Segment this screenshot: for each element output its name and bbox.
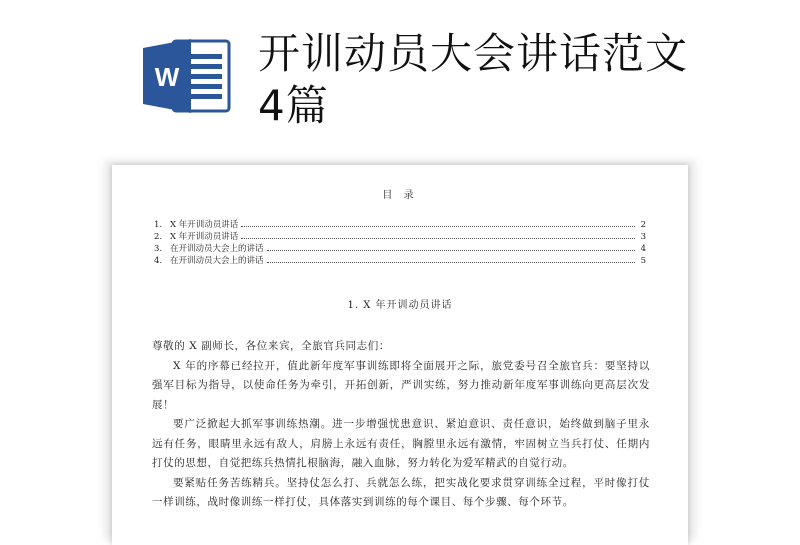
toc-dot-leader bbox=[267, 250, 635, 251]
table-of-contents bbox=[154, 219, 646, 267]
body-paragraph: 要广泛掀起大抓军事训练热潮。进一步增强忧患意识、紧迫意识、责任意识，始终做到脑子里永远有任务，眼睛里永远有敌人，肩膀上永远有责任，胸膛里永远有激情，牢固树立当兵打仗、任期内打仗的思想，自觉把练兵热情扎根脑海，融入血脉，努力转化为爱军精武的自觉行动。 bbox=[152, 418, 650, 469]
toc-dot-leader bbox=[241, 238, 635, 239]
section-title: 1. X 年开训动员讲话 bbox=[347, 300, 453, 311]
toc-item-label: X 年开训动员讲话 bbox=[170, 232, 239, 242]
toc-item-number: 2. bbox=[154, 232, 163, 242]
toc-item-label: 在开训动员大会上的讲话 bbox=[170, 244, 264, 254]
salutation: 尊敬的 X 副师长，各位来宾，全旅官兵同志们： bbox=[152, 340, 390, 352]
document-page bbox=[112, 165, 688, 545]
toc-item-page: 5 bbox=[640, 256, 646, 266]
speech-body bbox=[152, 337, 650, 513]
header-banner bbox=[0, 0, 800, 160]
toc-item[interactable] bbox=[154, 231, 646, 243]
toc-item-page: 2 bbox=[640, 220, 646, 230]
toc-item-number: 4. bbox=[154, 256, 163, 266]
toc-heading: 目 录 bbox=[382, 190, 418, 201]
toc-item-number: 1. bbox=[154, 220, 163, 230]
body-paragraph: X 年的序幕已经拉开，值此新年度军事训练即将全面展开之际，旅党委号召全旅官兵：要坚持以强军目标为指导，以使命任务为牵引，开拓创新，严训实练，努力推动新年度军事训练向更高层次发展！ bbox=[152, 359, 650, 411]
toc-dot-leader bbox=[241, 226, 635, 227]
toc-item-page: 4 bbox=[640, 244, 646, 254]
page-title: 开训动员大会讲话范文4篇 bbox=[258, 29, 689, 130]
toc-item-label: X 年开训动员讲话 bbox=[170, 220, 239, 230]
toc-dot-leader bbox=[267, 262, 635, 263]
toc-item[interactable] bbox=[154, 243, 646, 255]
toc-item-label: 在开训动员大会上的讲话 bbox=[170, 256, 264, 266]
toc-item-page: 3 bbox=[640, 232, 646, 242]
body-paragraph: 要紧贴任务苦练精兵。坚持仗怎么打、兵就怎么练，把实战化要求贯穿训练全过程，平时像打仗一样训练，战时像训练一样打仗，具体落实到训练的每个课目、每个步骤、每个环节。 bbox=[152, 476, 650, 508]
toc-item[interactable] bbox=[154, 255, 646, 267]
toc-item[interactable] bbox=[154, 219, 646, 231]
logo-letter: W bbox=[154, 62, 180, 92]
toc-item-number: 3. bbox=[154, 244, 163, 254]
word-document-icon bbox=[143, 38, 231, 114]
